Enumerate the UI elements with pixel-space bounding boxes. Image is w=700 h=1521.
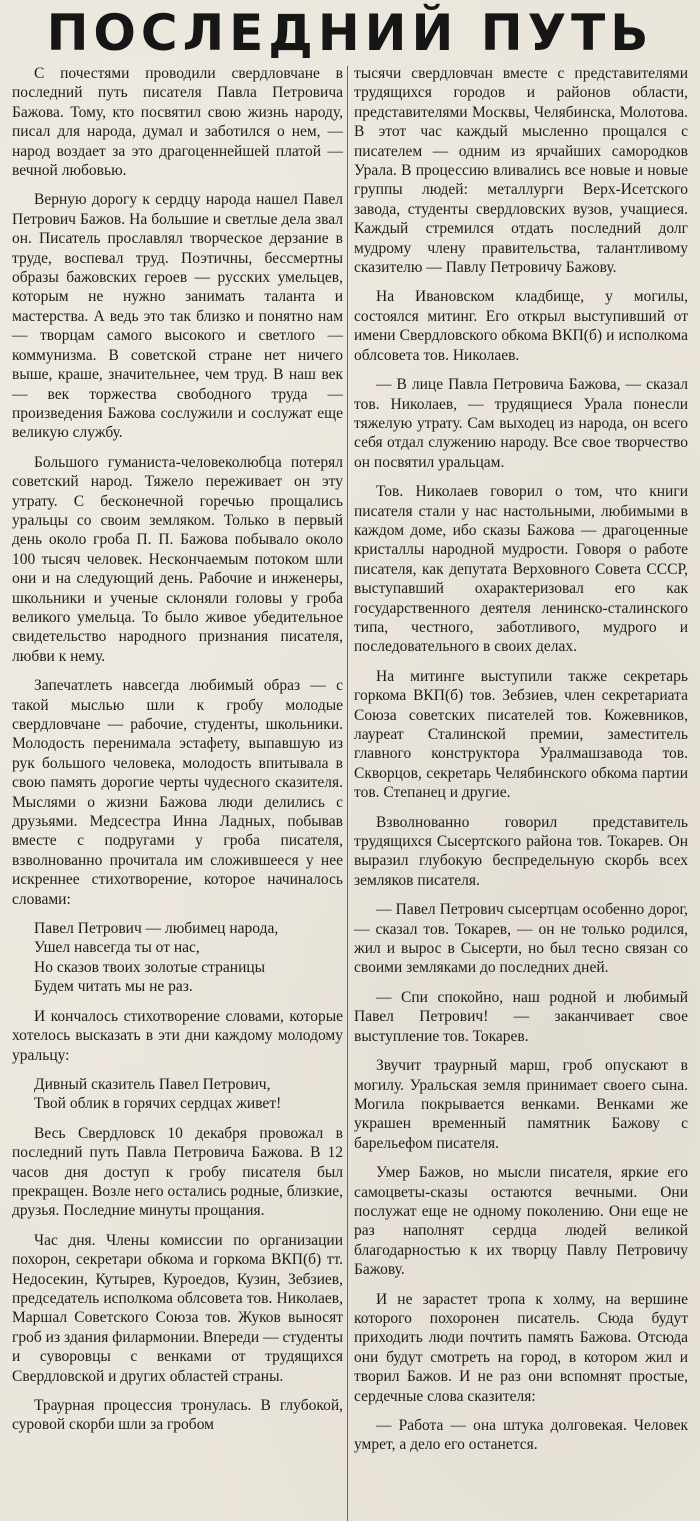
paragraph: На Ивановском кладбище, у могилы, состоялся митинг. Его открыл выступивший от имени Свердловского обкома ВКП(б) и исполкома облсовета тов. Николаев. [354, 288, 688, 364]
paragraph: Звучит траурный марш, гроб опускают в могилу. Уральская земля принимает своего сына. Могила покрывается венками. Венками же украшен временный памятник Бажову с барельефом писателя. [354, 1057, 688, 1152]
paragraph: — Павел Петрович сысертцам особенно дорог, — сказал тов. Токарев, — он не только родился, жил и вырос в Сысерти, но был тесно связан со своими земляками до последних дней. [354, 901, 688, 977]
paragraph: Траурная процессия тронулась. В глубокой, суровой скорби шли за гробом [12, 1397, 343, 1434]
paragraph: Весь Свердловск 10 декабря провожал в последний путь Павла Петровича Бажова. В 12 часов дня доступ к гробу писателя был прекращен. Возле него остались родные, близкие, друзья. Последние минуты прощания. [12, 1124, 343, 1220]
poem-line: Твой облик в горячих сердцах живет! [34, 1095, 282, 1113]
paragraph: И кончалось стихотворение словами, которые хотелось высказать в эти дни каждому молодому уральцу: [12, 1007, 343, 1064]
poem-line: Ушел навсегда ты от нас, [34, 939, 200, 957]
right-column [354, 64, 688, 1465]
left-column [12, 64, 343, 1445]
poem-stanza [12, 919, 343, 997]
poem-line: Дивный сказитель Павел Петрович, [34, 1075, 271, 1093]
article-headline: ПОСЛЕДНИЙ ПУТЬ [46, 4, 654, 62]
poem-stanza [12, 1075, 343, 1114]
paragraph: Час дня. Члены комиссии по организации похорон, секретари обкома и горкома ВКП(б) тт. Недосекин, Кутырев, Куроедов, Кузин, Зебзиев, председатель исполкома облсовета тов. Николаев, Маршал Советского Союза тов. Жуков выносят гроб из здания филармонии. Впереди — студенты и суворовцы с венками от трудящихся Свердловской и других областей страны. [12, 1231, 343, 1385]
paragraph: Запечатлеть навсегда любимый образ — с такой мыслью шли к гробу молодые свердловчане — рабочие, студенты, школьники. Молодость перенимала эстафету, выпавшую из рук большого человека, молодость впитывала в свою память дорогие черты чудесного сказителя. Мыслями о жизни Бажова люди делились с друзьями. Медсестра Инна Ладных, побывав вместе с подругами у гроба писателя, взволнованно прочитала им сложившееся у нее искреннее стихотворение, которое начиналось словами: [12, 677, 343, 908]
poem-line: Будем читать мы не раз. [34, 978, 193, 996]
paragraph: — Работа — она штука долговекая. Человек умрет, а дело его останется. [354, 1417, 688, 1454]
poem-line: Но сказов твоих золотые страницы [34, 958, 266, 976]
paragraph: — Спи спокойно, наш родной и любимый Павел Петрович! — заканчивает свое выступление тов. Токарев. [354, 988, 688, 1045]
paragraph: — В лице Павла Петровича Бажова, — сказал тов. Николаев, — трудящиеся Урала понесли тяжелую утрату. Сам выходец из народа, он всего себя отдал служению народу. Все свое творчество он посвятил уральцам. [354, 376, 688, 471]
paragraph: С почестями проводили свердловчане в последний путь писателя Павла Петровича Бажова. Тому, кто посвятил свою жизнь народу, писал для народа, думал и заботился о нем, — народ воздает за это драгоценнейшей платой — вечной любовью. [12, 65, 343, 180]
poem-line: Павел Петрович — любимец народа, [34, 920, 279, 938]
paragraph: На митинге выступили также секретарь горкома ВКП(б) тов. Зебзиев, член секретариата Союза советских писателей тов. Кожевников, лауреат Сталинской премии, заместитель главного конструктора Уралмашзавода тов. Скворцов, секретарь Челябинского обкома партии тов. Степанец и другие. [354, 667, 688, 802]
column-divider [347, 66, 348, 1521]
paragraph: Тов. Николаев говорил о том, что книги писателя стали у нас настольными, любимыми в каждом доме, ибо сказы Бажова — драгоценные кристаллы народной мудрости. Говоря о работе писателя, как депутата Верховного Совета СССР, выступавший охарактеризовал его как государственного деятеля ленинско-сталинского типа, честного, заботливого, мудрого и последовательного в своих делах. [354, 483, 688, 656]
paragraph: И не зарастет тропа к холму, на вершине которого похоронен писатель. Сюда будут приходить люди почтить память Бажова. Отсюда они будут смотреть на город, в котором жил и творил Бажов. И не раз они вспомнят простые, сердечные слова сказителя: [354, 1290, 688, 1405]
paragraph: Взволнованно говорил представитель трудящихся Сысертского района тов. Токарев. Он выразил глубокую беспредельную скорбь всех земляков писателя. [354, 813, 688, 889]
paragraph: тысячи свердловчан вместе с представителями трудящихся городов и районов области, представителями Москвы, Челябинска, Молотова. В этот час каждый мысленно прощался с писателем — одним из ярчайших самородков Урала. В процессию вливались все новые и новые группы людей: металлурги Верх-Исетского завода, студенты свердловских вузов, учащиеся. Каждый стремился отдать последний долг мудрому члену правительства, талантливому сказителю — Павлу Петровичу Бажову. [354, 65, 688, 277]
paragraph: Большого гуманиста-человеколюбца потерял советский народ. Тяжело переживает он эту утрату. С бесконечной горечью прощались уральцы со своим земляком. Только в первый день около гроба П. П. Бажова побывало около 100 тысяч человек. Нескончаемым потоком шли они и на следующий день. Рабочие и инженеры, школьники и ученые склоняли головы у гроба великого умельца. То было живое убедительное свидетельство народного признания писателя, любви к нему. [12, 453, 343, 665]
paragraph: Верную дорогу к сердцу народа нашел Павел Петрович Бажов. На большие и светлые дела звал он. Писатель прославлял творческое дерзание в труде, воспевал труд. Поэтичны, бессмертны образы бажовских героев — русских умельцев, которым не нужно занимать таланта и мастерства. А ведь это так близко и понятно нам — творцам самого высокого и светлого — коммунизма. В советской стране нет ничего выше, краше, значительнее, чем труд. В наш век — век торжества свободного труда — произведения Бажова сослужили и сослужат еще великую службу. [12, 191, 343, 442]
paragraph: Умер Бажов, но мысли писателя, яркие его самоцветы-сказы остаются вечными. Они послужат еще не одному поколению. Они еще не раз наполнят сердца людей великой благодарностью к их творцу Павлу Петровичу Бажову. [354, 1164, 688, 1279]
